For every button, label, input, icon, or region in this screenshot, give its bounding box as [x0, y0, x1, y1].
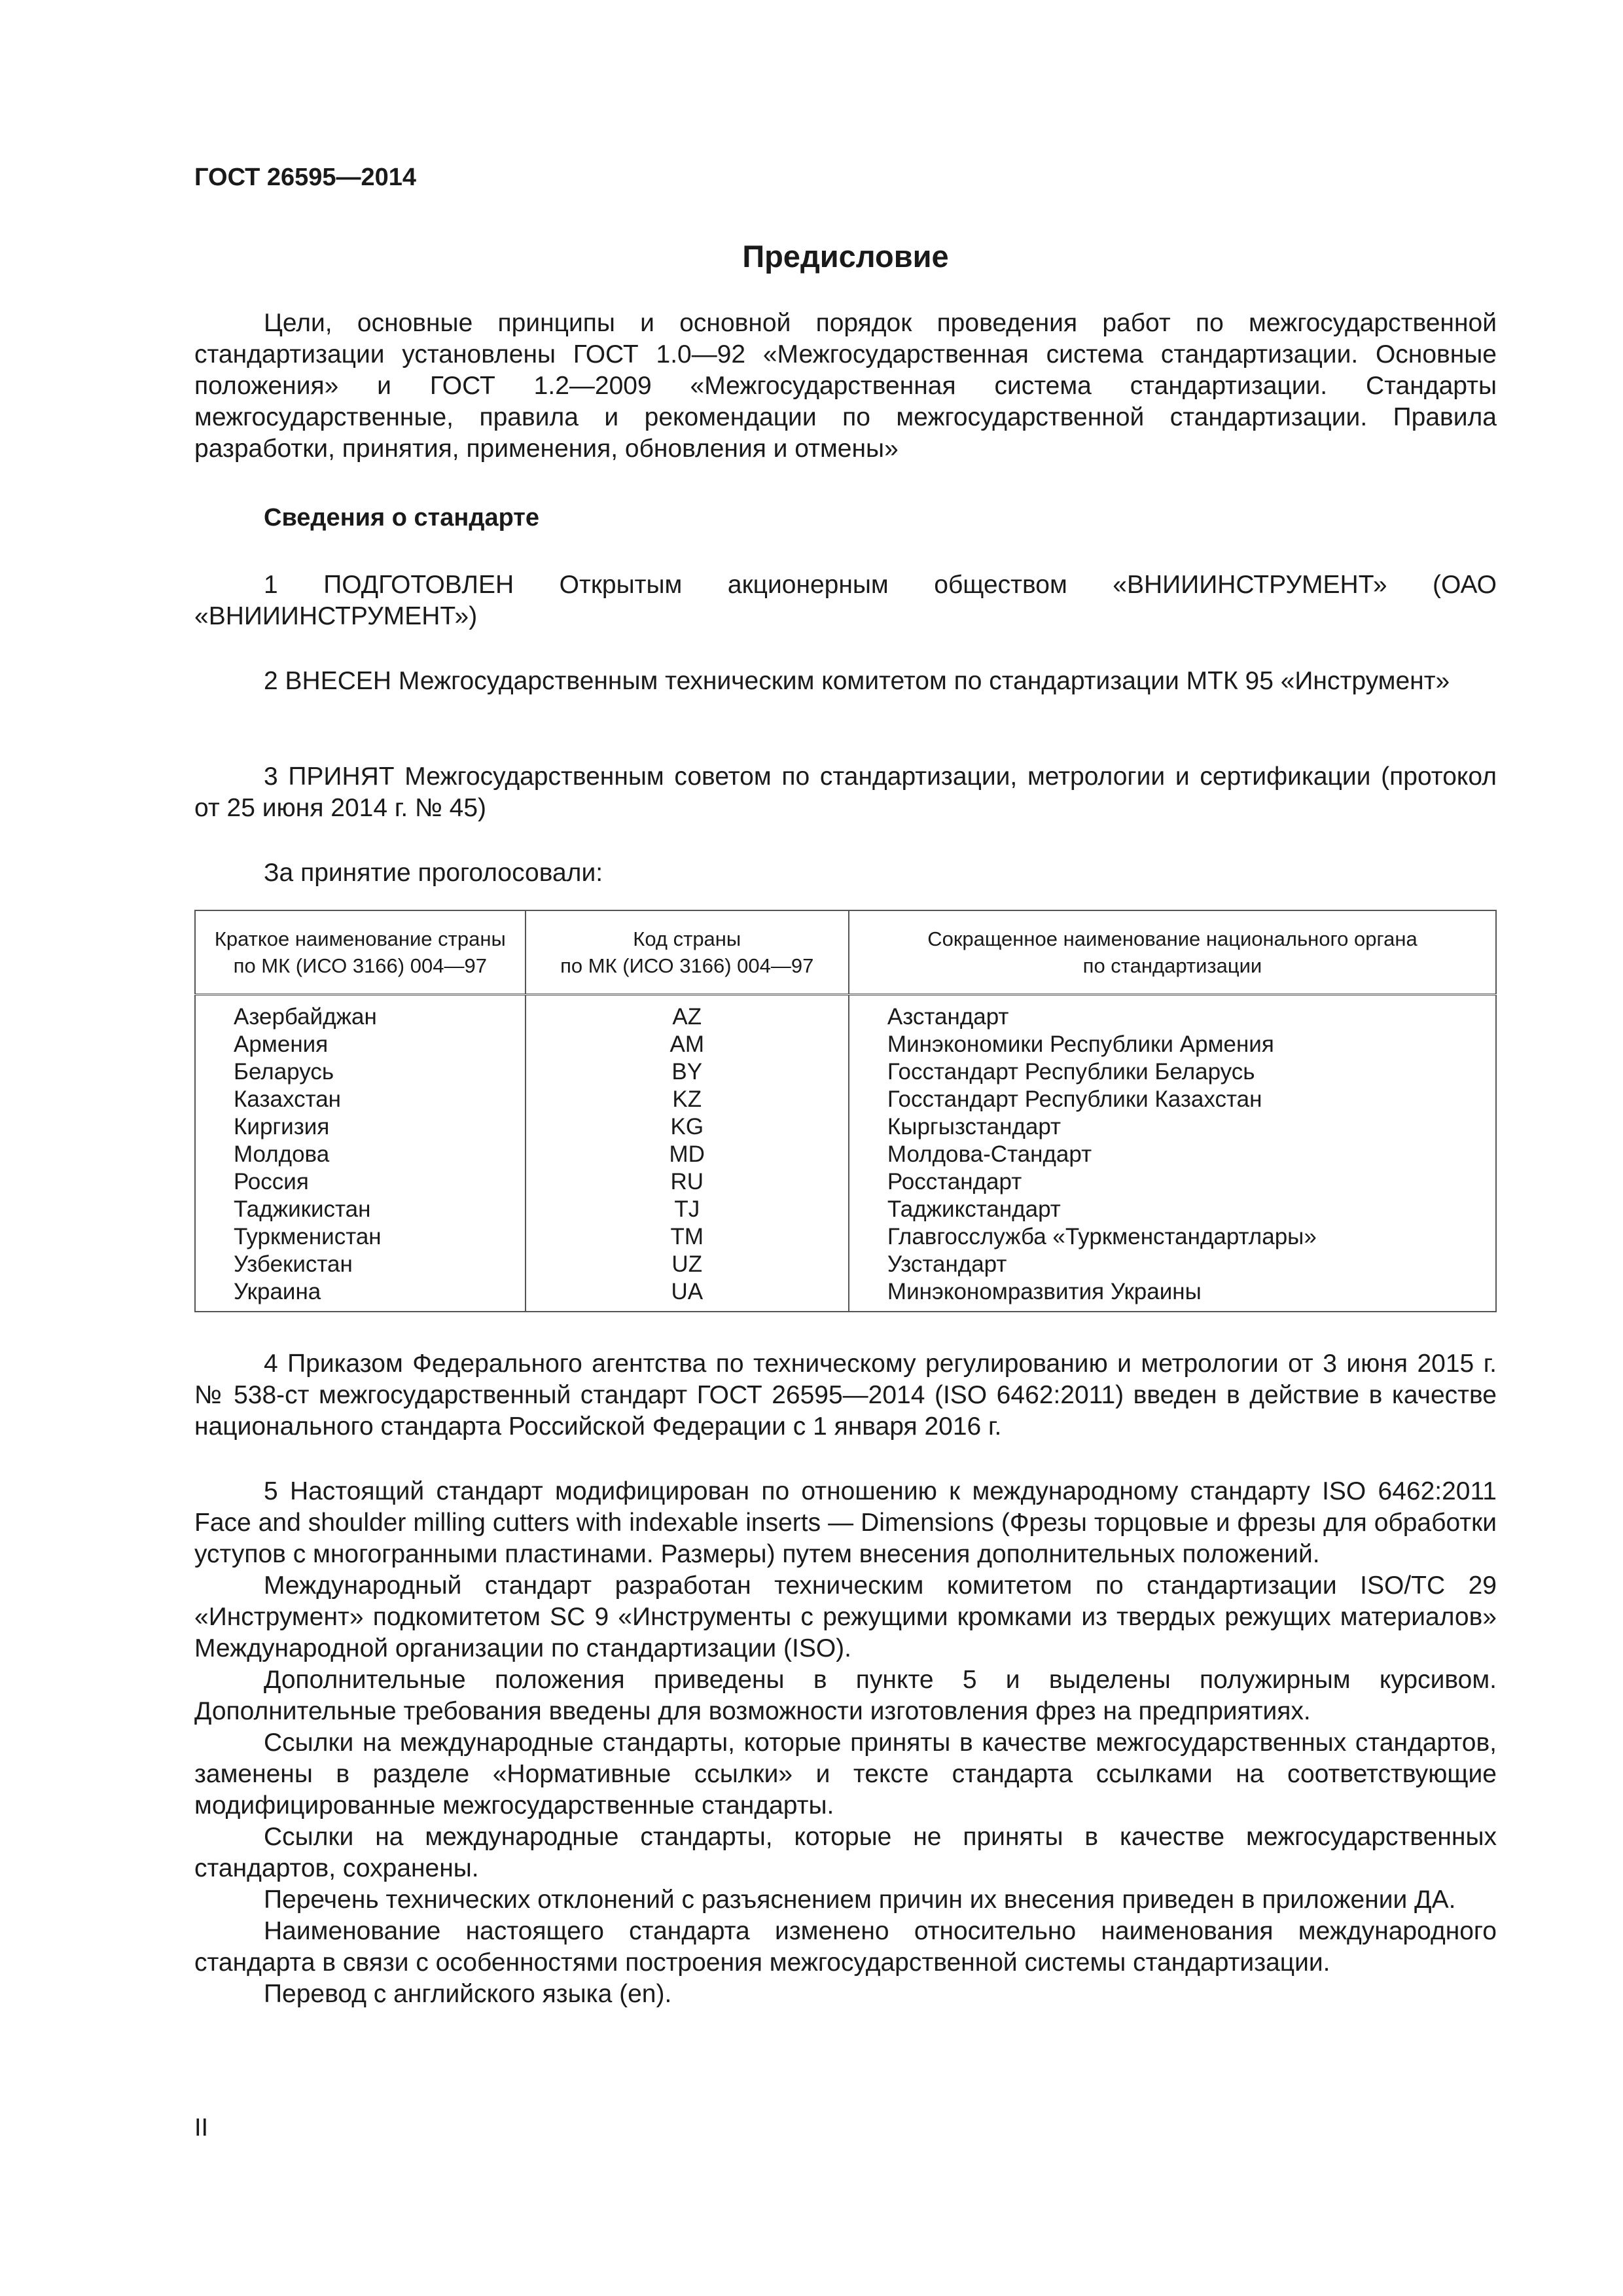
country-cell: Украина: [195, 1278, 526, 1312]
votes-label: За принятие проголосовали:: [264, 859, 603, 887]
item-5-additional-provisions: Дополнительные положения приведены в пункте 5 и выделены полужирным курсивом. Дополнительные требования введены для возможности изготовления фрез на предприятиях.: [194, 1666, 1497, 1725]
votes-table: [194, 910, 1497, 1312]
page-number: II: [194, 2114, 209, 2142]
code-cell: UA: [526, 1278, 849, 1312]
votes-label-block: [194, 857, 1497, 889]
code-cell: KZ: [526, 1086, 849, 1113]
table-row: [195, 1278, 1496, 1312]
item-5-title-change: Наименование настоящего стандарта изменено относительно наименования международного стандарта в связи с особенностями построения межгосударственной системы стандартизации.: [194, 1917, 1497, 1977]
document-id: ГОСТ 26595—2014: [194, 164, 417, 191]
body-cell: Кыргызстандарт: [849, 1113, 1496, 1141]
item-1: [194, 569, 1497, 632]
item-5-deviations: Перечень технических отклонений с разъяснением причин их внесения приведен в приложении ДА.: [264, 1886, 1456, 1914]
code-cell: RU: [526, 1168, 849, 1196]
code-cell: AZ: [526, 995, 849, 1031]
info-heading: Сведения о стандарте: [264, 504, 540, 531]
intro-section: [194, 308, 1497, 465]
code-cell: TJ: [526, 1196, 849, 1223]
table-row: [195, 1086, 1496, 1113]
item-5-translation: Перевод с английского языка (en).: [264, 1980, 672, 2008]
body-cell: Госстандарт Республики Беларусь: [849, 1058, 1496, 1086]
item-2: [194, 666, 1497, 697]
body-cell: Таджикстандарт: [849, 1196, 1496, 1223]
body-cell: Минэкономики Республики Армения: [849, 1031, 1496, 1058]
table-row: [195, 1113, 1496, 1141]
table-row: [195, 1031, 1496, 1058]
country-cell: Таджикистан: [195, 1196, 526, 1223]
table-row: [195, 1168, 1496, 1196]
item-5-references-adopted: Ссылки на международные стандарты, которые приняты в качестве межгосударственных стандартов, заменены в разделе «Нормативные ссылки» и тексте стандарта ссылками на соответствующие модифицированные межгосударственные стандарты.: [194, 1729, 1497, 1820]
country-cell: Армения: [195, 1031, 526, 1058]
code-cell: BY: [526, 1058, 849, 1086]
table-row: [195, 995, 1496, 1031]
code-cell: UZ: [526, 1251, 849, 1278]
country-cell: Узбекистан: [195, 1251, 526, 1278]
country-cell: Россия: [195, 1168, 526, 1196]
body-cell: Минэкономразвития Украины: [849, 1278, 1496, 1312]
country-cell: Киргизия: [195, 1113, 526, 1141]
code-cell: KG: [526, 1113, 849, 1141]
country-cell: Азербайджан: [195, 995, 526, 1031]
page-title: Предисловие: [742, 239, 949, 274]
column-header-country-line1: Краткое наименование страны: [214, 927, 506, 950]
intro-paragraph: Цели, основные принципы и основной порядок проведения работ по межгосударственной стандартизации установлены ГОСТ 1.0—92 «Межгосударственная система стандартизации. Основные положения» и ГОСТ 1.2—2009 «Межгосударственная система стандартизации. Стандарты межгосударственные, правила и рекомендации по межгосударственной стандартизации. Правила разработки, принятия, применения, обновления и отмены»: [194, 309, 1497, 463]
item-4: [194, 1348, 1497, 1443]
column-header-country: [195, 910, 526, 995]
item-3: [194, 761, 1497, 824]
item-5-references-kept: Ссылки на международные стандарты, которые не приняты в качестве межгосударственных стандартов, сохранены.: [194, 1823, 1497, 1882]
column-header-code-line1: Код страны: [633, 927, 741, 950]
column-header-country-line2: по МК (ИСО 3166) 004—97: [233, 954, 487, 977]
column-header-body-line2: по стандартизации: [1082, 954, 1262, 977]
country-cell: Казахстан: [195, 1086, 526, 1113]
code-cell: TM: [526, 1223, 849, 1251]
table-row: [195, 1223, 1496, 1251]
item-3-text: 3 ПРИНЯТ Межгосударственным советом по стандартизации, метрологии и сертификации (протокол от 25 июня 2014 г. № 45): [194, 762, 1497, 822]
item-2-text: 2 ВНЕСЕН Межгосударственным техническим комитетом по стандартизации МТК 95 «Инструмент»: [264, 667, 1450, 695]
body-cell: Госстандарт Республики Казахстан: [849, 1086, 1496, 1113]
item-5-international-standard: Международный стандарт разработан техническим комитетом по стандартизации ISO/TC 29 «Инструмент» подкомитетом SC 9 «Инструменты с режущими кромками из твердых режущих материалов» Международной организации по стандартизации (ISO).: [194, 1571, 1497, 1662]
item-4-text: 4 Приказом Федерального агентства по техническому регулированию и метрологии от 3 июня 2015 г. № 538-ст межгосударственный стандарт ГОСТ 26595—2014 (ISO 6462:2011) введен в действие в качестве национального стандарта Российской Федерации с 1 января 2016 г.: [194, 1350, 1497, 1441]
column-header-body: [849, 910, 1496, 995]
body-cell: Молдова-Стандарт: [849, 1141, 1496, 1168]
table-row: [195, 1251, 1496, 1278]
item-5-text: 5 Настоящий стандарт модифицирован по отношению к международному стандарту ISO 6462:2011 Face and shoulder milling cutters with indexable inserts — Dimensions (Фрезы торцовые и фрезы для обработки уступов с многогранными пластинами. Размеры) путем внесения дополнительных положений.: [194, 1477, 1497, 1568]
table-row: [195, 1058, 1496, 1086]
table-header-row: [195, 910, 1496, 995]
body-cell: Росстандарт: [849, 1168, 1496, 1196]
body-cell: Азстандарт: [849, 995, 1496, 1031]
code-cell: AM: [526, 1031, 849, 1058]
table-row: [195, 1141, 1496, 1168]
code-cell: MD: [526, 1141, 849, 1168]
item-1-text: 1 ПОДГОТОВЛЕН Открытым акционерным обществом «ВНИИИНСТРУМЕНТ» (ОАО «ВНИИИНСТРУМЕНТ»): [194, 571, 1497, 630]
body-cell: Узстандарт: [849, 1251, 1496, 1278]
country-cell: Беларусь: [195, 1058, 526, 1086]
table-row: [195, 1196, 1496, 1223]
country-cell: Молдова: [195, 1141, 526, 1168]
body-cell: Главгосслужба «Туркменстандартлары»: [849, 1223, 1496, 1251]
column-header-code: [526, 910, 849, 995]
column-header-code-line2: по МК (ИСО 3166) 004—97: [560, 954, 814, 977]
country-cell: Туркменистан: [195, 1223, 526, 1251]
column-header-body-line1: Сокращенное наименование национального органа: [927, 927, 1418, 950]
info-section: [194, 504, 1497, 532]
item-5: [194, 1476, 1497, 2010]
